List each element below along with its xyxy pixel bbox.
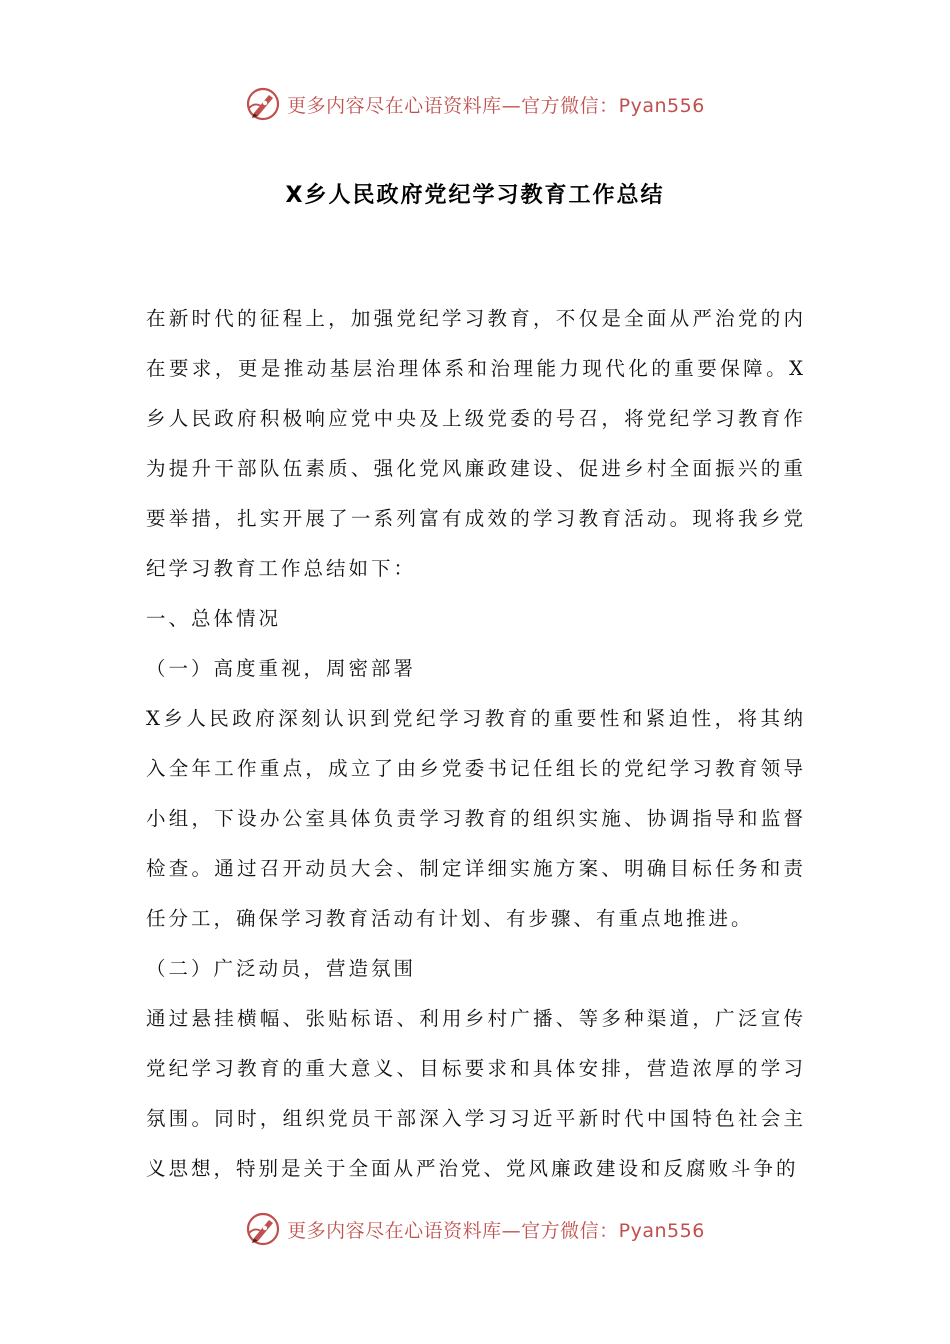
paragraph-1: X乡人民政府深刻认识到党纪学习教育的重要性和紧迫性，将其纳入全年工作重点，成立了由乡党委书记任组长的党纪学习教育领导小组，下设办公室具体负责学习教育的组织实施、协调指导和监督检查。通过召开动员大会、制定详细实施方案、明确目标任务和责任分工，确保学习教育活动有计划、有步骤、有重点地推进。	[146, 707, 806, 930]
subsection-heading-1: （一）高度重视，周密部署	[146, 657, 417, 680]
paragraph-intro: 在新时代的征程上，加强党纪学习教育，不仅是全面从严治党的内在要求，更是推动基层治理体系和治理能力现代化的重要保障。X乡人民政府积极响应党中央及上级党委的号召，将党纪学习教育作为提升干部队伍素质、强化党风廉政建设、促进乡村全面振兴的重要举措，扎实开展了一系列富有成效的学习教育活动。现将我乡党纪学习教育工作总结如下：	[146, 307, 806, 580]
subsection-heading-2: （二）广泛动员，营造氛围	[146, 957, 417, 980]
section-heading-1: 一、总体情况	[146, 607, 282, 630]
pen-logo-icon	[245, 86, 281, 122]
document-title: X乡人民政府党纪学习教育工作总结	[285, 183, 665, 208]
watermark-text-top: 更多内容尽在心语资料库—官方微信：Pyan556	[287, 94, 705, 117]
watermark-banner-top	[0, 84, 950, 124]
paragraph-2: 通过悬挂横幅、张贴标语、利用乡村广播、等多种渠道，广泛宣传党纪学习教育的重大意义、目标要求和具体安排，营造浓厚的学习氛围。同时，组织党员干部深入学习习近平新时代中国特色社会主义思想，特别是关于全面从严治党、党风廉政建设和反腐败斗争的	[146, 1007, 806, 1180]
watermark-banner-bottom	[0, 1209, 950, 1249]
document-body	[146, 294, 806, 1194]
pen-logo-icon	[245, 1211, 281, 1247]
watermark-text-bottom: 更多内容尽在心语资料库—官方微信：Pyan556	[287, 1219, 705, 1242]
